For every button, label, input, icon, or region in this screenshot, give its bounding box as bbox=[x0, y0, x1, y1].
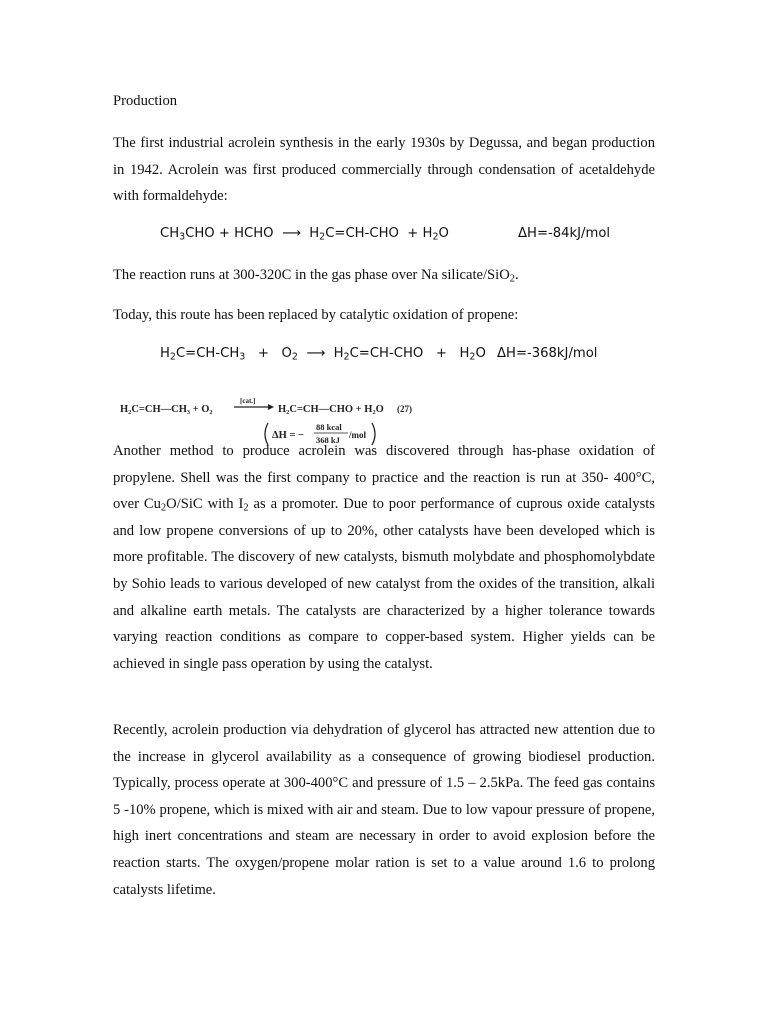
scan-arrow-head bbox=[268, 404, 274, 410]
equation-condensation bbox=[160, 226, 449, 241]
scan-dh-unit: /mol bbox=[349, 430, 366, 440]
scan-rhs: H₂C=CH—CHO + H₂O bbox=[278, 404, 384, 415]
scan-catalyst: [cat.] bbox=[240, 397, 256, 405]
eq1-enthalpy: ΔH=-84kJ/mol bbox=[518, 226, 611, 241]
eq1-acetaldehyde: $CH_3CHO$ bbox=[160, 226, 215, 243]
scan-dh-den: 368 kJ bbox=[316, 435, 340, 445]
section-heading: Production bbox=[113, 93, 178, 109]
scan-lhs: H₂C=CH—CH₃ + O₂ bbox=[120, 404, 213, 415]
eq1-acrolein: $H_2C=CH$-CHO bbox=[309, 226, 399, 243]
paragraph-glycerol-dehydration: Recently, acrolein production via dehydration of glycerol has attracted new attention due to the increase in glycerol availability as a consequence of growing biodiesel production. Typically, process operate at 300-400°C and pressure of 1.5 – 2.5kPa. The feed gas contains 5 -10% propene, which is mixed with air and steam. Due to low vapour pressure of propene, high inert concentrations and steam are necessary in order to avoid explosion before the reaction starts. The oxygen/propene molar ration is set to a value around 1.6 to prolong catalysts lifetime. bbox=[113, 722, 655, 898]
eq2-oxygen: $O_2$ bbox=[281, 346, 298, 363]
paragraph-reaction-conditions: The reaction runs at 300-320C in the gas phase over Na silicate/SiO$_2$. bbox=[113, 267, 519, 285]
eq2-acrolein: $H_2C=CH$-CHO bbox=[333, 346, 424, 363]
paragraph-modern-route: Today, this route has been replaced by catalytic oxidation of propene: bbox=[113, 307, 519, 323]
scan-dh-label: ΔH = − bbox=[272, 430, 304, 441]
eq2-water: $H_2O$ bbox=[459, 346, 486, 363]
eq2-arrow: ⟶ bbox=[306, 346, 326, 361]
eq1-arrow: ⟶ bbox=[281, 226, 301, 241]
paragraph-propylene-oxidation: Another method to produce acrolein was discovered through has-phase oxidation of propylene. Shell was the first company to practice and the reaction is run at 350- 400°C, over $Cu_2O$/SiC with $I_2$ as a promoter. Due to poor performance of cuprous oxide catalysts and low propene conversions of up to 20%, other catalysts have been developed which is more profitable. The discovery of new catalysts, bismuth molybdate and phosphomolybdate by Sohio leads to various developed of new catalyst from the oxides of the transition, alkali and alkaline earth metals. The catalysts are characterized by a higher tolerance towards varying reaction conditions as compare to copper-based system. Higher yields can be achieved in single pass operation by using the catalyst. bbox=[113, 443, 655, 672]
paragraph-history: The first industrial acrolein synthesis in the early 1930s by Degussa, and began production in 1942. Acrolein was first produced commercially through condensation of acetaldehyde with formaldehyde: bbox=[113, 135, 655, 205]
scan-dh-num: 88 kcal bbox=[316, 422, 342, 432]
scan-number: (27) bbox=[397, 404, 412, 414]
eq2-propene: $H_2C=CH-CH_3$ bbox=[160, 346, 246, 363]
eq1-water: + $H_2O$ bbox=[407, 226, 449, 243]
eq2-enthalpy: ΔH=-368kJ/mol bbox=[497, 346, 598, 361]
equation-propene-oxidation: $H_2C=CH-CH_3$ + $O_2$ ⟶ $H_2C=CH$-CHO + $H_2O$ bbox=[160, 346, 486, 363]
eq1-formaldehyde: + HCHO bbox=[218, 226, 274, 241]
